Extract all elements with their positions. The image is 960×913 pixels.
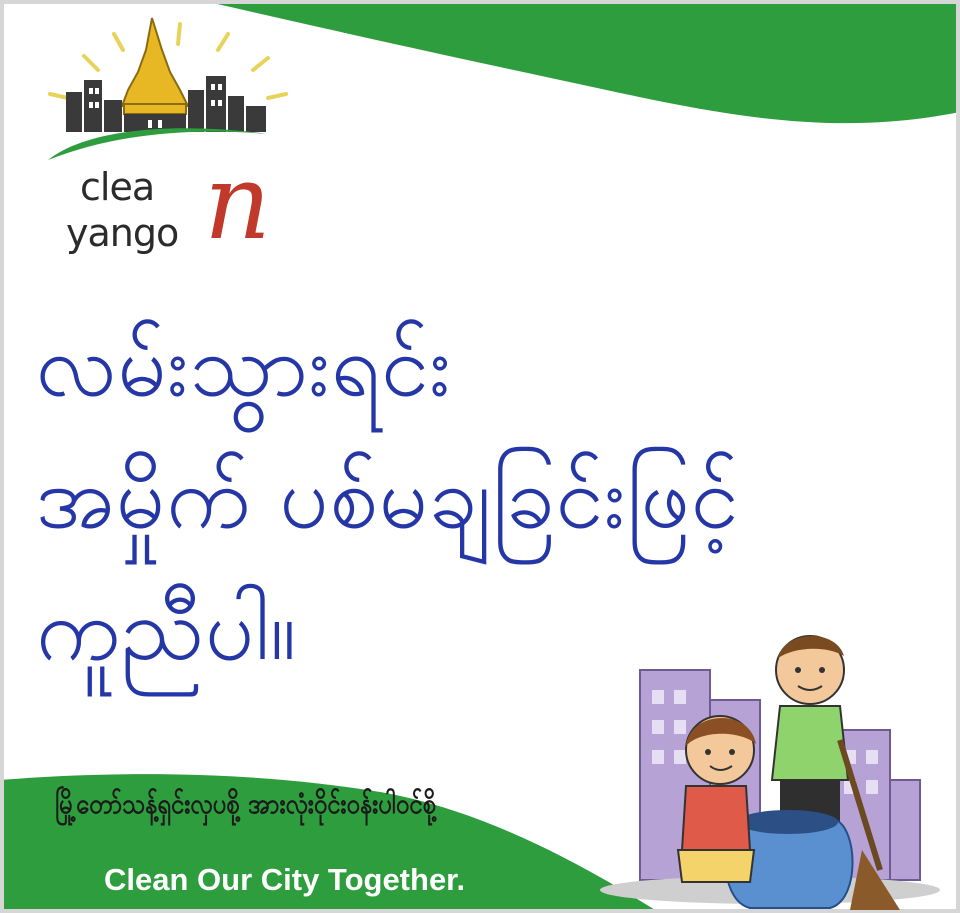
headline-line-3: ကူညီပါ။ <box>36 580 298 680</box>
logo-accent-n: n <box>204 141 271 263</box>
logo-text-yangon: yango <box>66 211 179 255</box>
footer-burmese-slogan: မြို့တော်သန့်ရှင်းလှပစို့ အားလုံးဝိုင်းဝန်းပါဝင်စို့ <box>55 787 436 820</box>
clean-yangon-logo <box>28 10 288 280</box>
children-cleaning-illustration <box>600 620 940 910</box>
footer-english-slogan: Clean Our City Together. <box>104 862 466 897</box>
pagoda-city-skyline-icon <box>28 10 288 160</box>
headline-line-2: အမှိုက် ပစ်မချခြင်းဖြင့် <box>36 448 740 548</box>
headline-line-1: လမ်းသွားရင်း <box>36 316 452 416</box>
logo-text-clean: clea <box>80 165 155 209</box>
